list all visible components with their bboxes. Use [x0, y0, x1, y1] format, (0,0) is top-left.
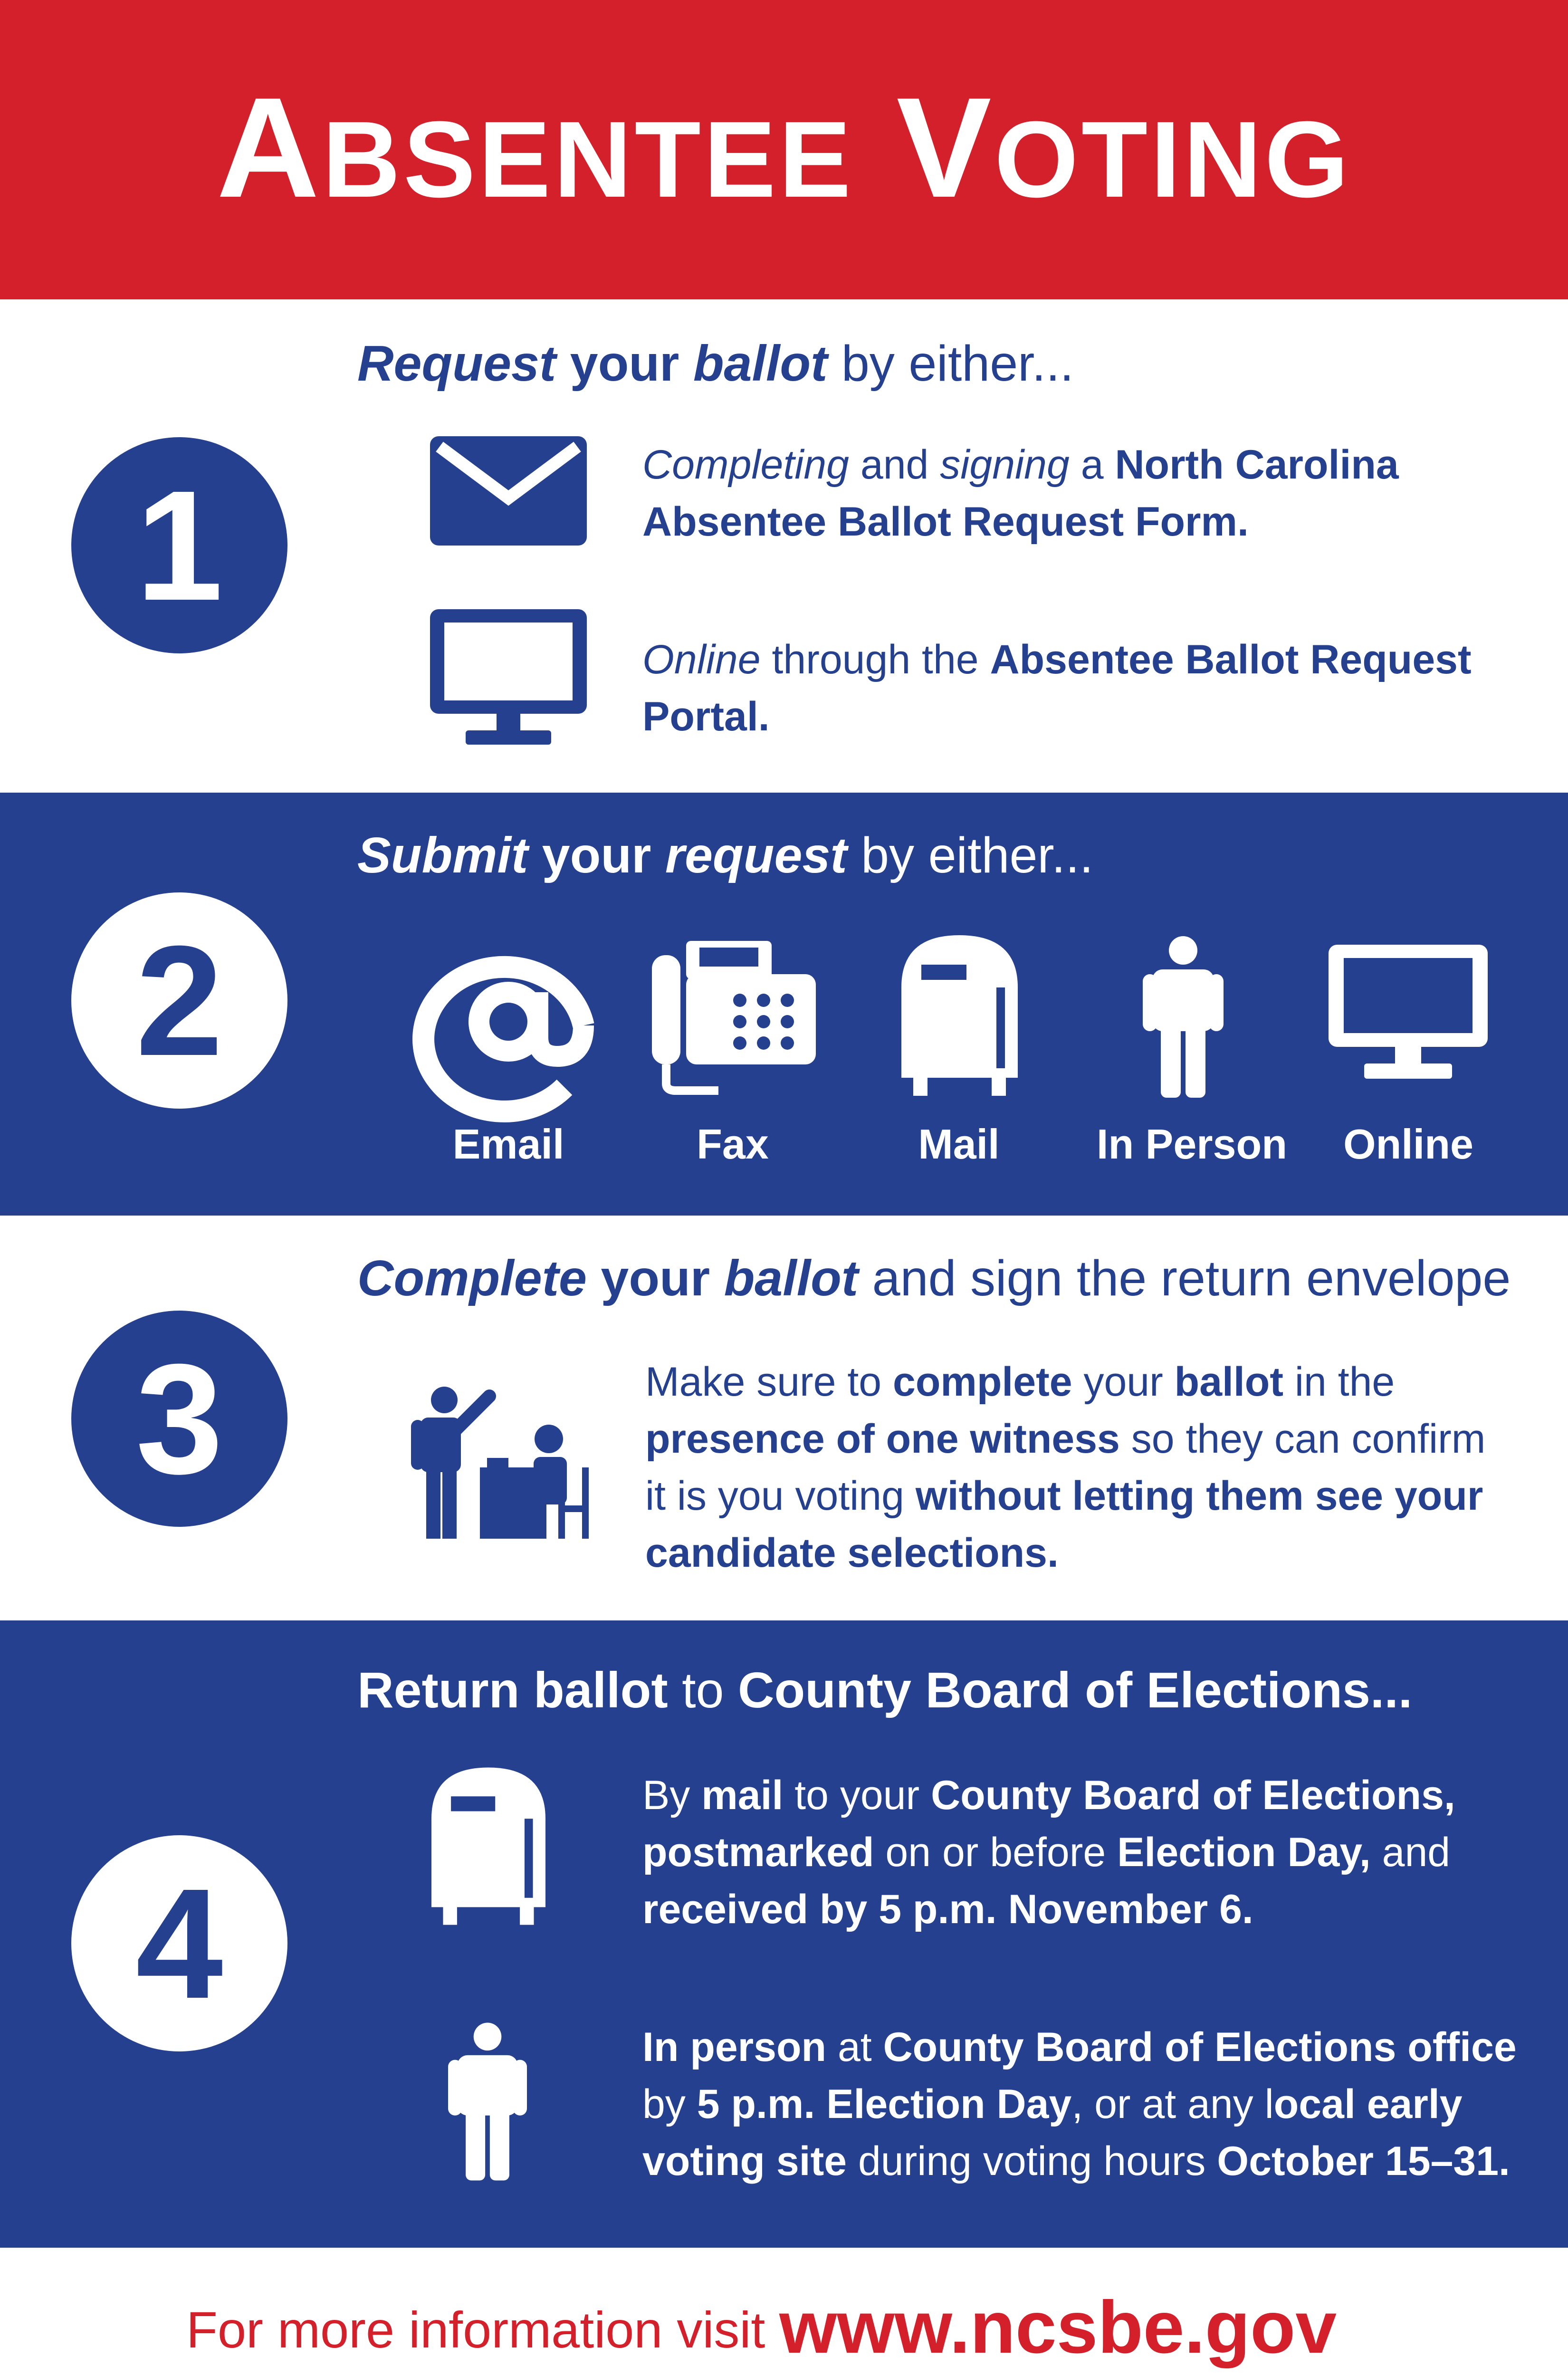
website-link[interactable]: www.ncsbe.gov [779, 2286, 1337, 2369]
method-label-email: Email [452, 1121, 564, 1168]
mailbox-icon [901, 935, 1018, 1097]
step-3-heading: Complete your ballot and sign the return envelope [357, 1250, 1511, 1306]
method-label-in-person: In Person [1097, 1121, 1287, 1168]
envelope-icon [430, 436, 587, 546]
mailbox-icon [431, 1767, 545, 1926]
page-title: ABSENTEE VOTING [216, 67, 1352, 227]
step-2-number: 2 [71, 892, 287, 1109]
step-1-option-mail-text: Completing and signing a North Carolina Absentee Ballot Request Form. [642, 442, 1399, 545]
computer-monitor-icon [430, 609, 587, 752]
method-label-online: Online [1343, 1121, 1473, 1168]
step-1-heading: Request your ballot by either... [357, 335, 1074, 392]
step-4-option-in-person-text: In person at County Board of Elections office by 5 p.m. Election Day, or at any local early voting site during voting hours October 15–31. [642, 2024, 1517, 2184]
step-3-number: 3 [71, 1311, 287, 1527]
fax-machine-icon [652, 941, 816, 1093]
step-3-text: Make sure to complete your ballot in the presence of one witness so they can confirm it is you voting without letting them see your candidate selections. [645, 1359, 1486, 1576]
at-sign-icon [422, 945, 595, 1099]
person-icon [1143, 936, 1224, 1098]
step-4-number: 4 [71, 1835, 287, 2051]
computer-monitor-icon [1329, 945, 1488, 1085]
method-label-mail: Mail [918, 1121, 1000, 1168]
witness-voter-icon [406, 1387, 589, 1539]
step-4-option-mail-text: By mail to your County Board of Elections, postmarked on or before Election Day, and received by 5 p.m. November 6. [642, 1772, 1455, 1932]
step-4-heading: Return ballot to County Board of Elections... [357, 1662, 1413, 1718]
footer-lead-text: For more information visit [186, 2301, 765, 2358]
step-2-heading: Submit your request by either... [357, 827, 1094, 883]
method-label-fax: Fax [697, 1121, 769, 1168]
person-icon [448, 2022, 527, 2181]
step-1-number: 1 [71, 437, 287, 653]
step-1-option-online-text: Online through the Absentee Ballot Request Portal. [642, 637, 1472, 739]
